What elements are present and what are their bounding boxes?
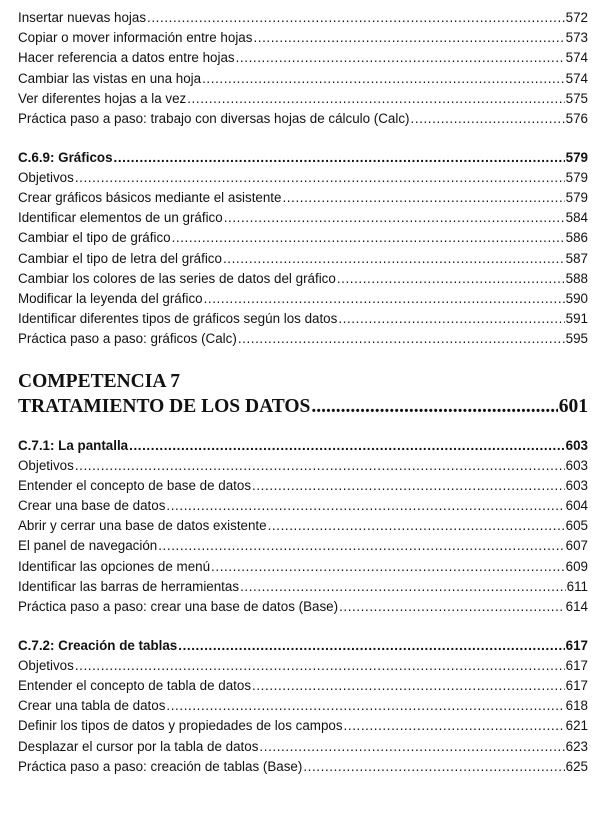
toc-section-c69 [18,148,588,350]
toc-entry-page: 591 [565,311,588,327]
toc-entry-page: 595 [565,331,588,347]
toc-leader [114,148,565,168]
toc-leader [344,716,565,736]
toc-leader [282,188,564,208]
toc-leader [337,269,565,289]
table-of-contents [18,8,588,777]
toc-entry-page: 573 [565,30,588,46]
toc-entry-page: 574 [565,70,588,86]
toc-section-top [18,8,588,129]
toc-entry-title: Definir los tipos de datos y propiedades de los campos [18,718,343,734]
toc-leader [268,516,565,536]
toc-entry-title: Entender el concepto de base de datos [18,477,252,493]
toc-section-heading [18,436,588,456]
toc-leader [166,696,564,716]
toc-entry [18,696,588,716]
competencia-page: 601 [558,395,588,417]
toc-leader [202,69,565,89]
toc-entry-title: Crear gráficos básicos mediante el asistente [18,190,282,205]
toc-entry [18,476,588,496]
toc-entry-page: 618 [565,698,588,714]
toc-leader [211,557,565,577]
toc-entry-page: 604 [565,498,588,514]
toc-entry [18,89,588,109]
toc-section-c71 [18,436,588,618]
toc-entry-page: 609 [565,558,588,574]
competencia-title: COMPETENCIA 7 [18,370,180,392]
toc-entry-page: 605 [565,518,588,534]
toc-section-c72 [18,636,588,777]
spacer [18,350,588,369]
toc-leader [311,394,557,419]
toc-entry-title: Desplazar el cursor por la tabla de datos [18,738,259,754]
competencia-heading [18,369,588,419]
toc-entry-page: 614 [565,599,588,614]
toc-entry-page: 623 [565,738,588,754]
toc-entry-title: Cambiar las vistas en una hoja [18,70,202,86]
toc-entry [18,597,588,617]
toc-entry [18,109,588,129]
toc-entry-title: Hacer referencia a datos entre hojas [18,50,235,66]
toc-entry-page: 587 [565,250,588,266]
toc-leader [238,329,565,349]
toc-leader [224,208,565,228]
toc-entry-title: Objetivos [18,169,74,185]
toc-entry [18,289,588,309]
toc-entry [18,309,588,329]
toc-entry-title: Entender el concepto de tabla de datos [18,678,252,694]
toc-heading-page: 579 [565,149,588,165]
toc-entry-title: Cambiar los colores de las series de datos del gráfico [18,270,336,286]
toc-entry [18,496,588,516]
toc-heading-title: C.7.1: La pantalla [18,437,129,453]
toc-heading-title: C.6.9: Gráficos [18,149,113,165]
toc-entry [18,456,588,476]
competencia-subtitle: TRATAMIENTO DE LOS DATOS [18,395,311,417]
toc-entry [18,8,588,28]
toc-entry-title: Identificar las barras de herramientas [18,578,240,594]
toc-entry [18,188,588,208]
toc-leader [411,109,565,129]
toc-entry [18,269,588,289]
toc-entry-title: Identificar elementos de un gráfico [18,210,223,226]
toc-entry-title: Cambiar el tipo de letra del gráfico [18,250,222,266]
toc-leader [172,228,565,248]
toc-leader [75,456,565,476]
toc-entry [18,656,588,676]
toc-leader [75,168,565,188]
toc-entry-page: 617 [565,657,588,673]
toc-entry-title: Abrir y cerrar una base de datos existente [18,518,267,534]
toc-leader [178,636,564,656]
toc-entry-title: Copiar o mover información entre hojas [18,30,253,46]
toc-entry-page: 611 [566,578,588,594]
toc-entry-title: Crear una base de datos [18,498,166,514]
toc-leader [252,676,565,696]
toc-entry [18,249,588,269]
toc-entry [18,208,588,228]
toc-entry-page: 590 [565,290,588,306]
toc-entry [18,577,588,597]
toc-leader [204,289,565,309]
toc-entry-page: 621 [565,718,588,734]
toc-entry-title: Objetivos [18,657,74,673]
toc-leader [187,89,564,109]
toc-entry [18,557,588,577]
toc-leader [223,249,565,269]
toc-leader [158,536,564,556]
toc-entry-page: 617 [565,678,588,694]
toc-entry-page: 584 [565,210,588,226]
toc-section-heading [18,636,588,656]
toc-leader [253,28,564,48]
toc-leader [303,757,564,777]
toc-entry-title: Práctica paso a paso: trabajo con diversas hojas de cálculo (Calc) [18,110,410,126]
toc-entry-page: 588 [565,270,588,286]
toc-entry [18,69,588,89]
toc-entry-title: Práctica paso a paso: gráficos (Calc) [18,331,237,347]
toc-entry-title: Identificar diferentes tipos de gráficos según los datos [18,311,338,327]
toc-entry [18,757,588,777]
toc-entry [18,716,588,736]
toc-section-heading [18,148,588,168]
toc-entry-title: Práctica paso a paso: creación de tablas (Base) [18,758,303,774]
toc-entry-page: 607 [565,538,588,554]
toc-leader [129,436,565,456]
toc-heading-title: C.7.2: Creación de tablas [18,637,178,653]
toc-entry-page: 603 [565,457,588,473]
toc-entry-page: 575 [565,90,588,106]
toc-leader [147,8,565,28]
toc-leader [338,309,564,329]
toc-entry-title: Cambiar el tipo de gráfico [18,230,171,246]
spacer [18,617,588,636]
toc-entry-title: Crear una tabla de datos [18,698,166,714]
toc-entry-page: 586 [565,230,588,246]
toc-entry [18,168,588,188]
toc-leader [339,597,565,617]
competencia-subtitle-row [18,394,588,419]
toc-entry-page: 579 [565,169,588,185]
toc-leader [259,737,564,757]
toc-entry-title: Objetivos [18,457,74,473]
toc-entry [18,28,588,48]
toc-entry [18,329,588,349]
spacer [18,129,588,148]
toc-entry-title: Insertar nuevas hojas [18,10,147,25]
toc-entry-title: Práctica paso a paso: crear una base de datos (Base) [18,599,339,614]
toc-entry [18,48,588,68]
toc-leader [240,577,566,597]
toc-leader [75,656,565,676]
spacer [18,419,588,436]
toc-entry [18,516,588,536]
toc-entry [18,737,588,757]
toc-entry-title: Identificar las opciones de menú [18,558,211,574]
toc-entry-title: Modificar la leyenda del gráfico [18,290,203,306]
toc-heading-page: 617 [565,637,588,653]
toc-entry-title: Ver diferentes hojas a la vez [18,90,187,106]
toc-entry-title: El panel de navegación [18,538,158,554]
toc-entry-page: 574 [565,50,588,66]
toc-leader [236,48,565,68]
toc-entry-page: 576 [565,110,588,126]
toc-entry [18,536,588,556]
toc-entry-page: 625 [565,758,588,774]
toc-entry-page: 572 [565,10,588,25]
toc-heading-page: 603 [565,437,588,453]
toc-leader [166,496,564,516]
toc-entry-page: 603 [565,477,588,493]
toc-entry [18,676,588,696]
toc-leader [252,476,565,496]
toc-entry-page: 579 [565,190,588,205]
toc-entry [18,228,588,248]
